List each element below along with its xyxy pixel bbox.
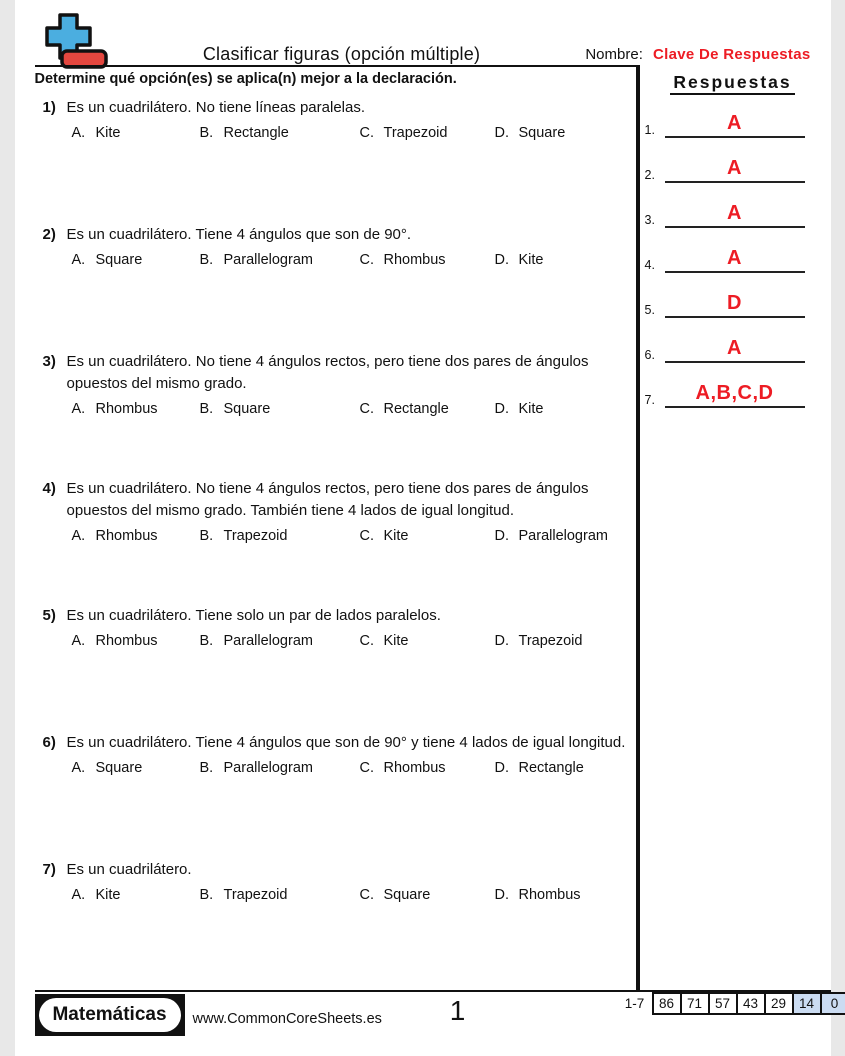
question-number: 4): [42, 480, 56, 497]
question-options: [72, 123, 629, 143]
option-a: A. Square: [71, 252, 143, 268]
brand-logo: [35, 994, 185, 1036]
answer-row-3: [643, 200, 811, 228]
question-text: Es un cuadrilátero. Tiene 4 ángulos que son de 90°.: [66, 226, 412, 243]
question-number: 5): [42, 607, 56, 624]
question-options: [72, 631, 629, 651]
option-b: B. Trapezoid: [199, 887, 288, 903]
score-cell-highlighted: 0: [820, 994, 845, 1013]
answer-line: A: [665, 202, 805, 228]
question-text: Es un cuadrilátero. No tiene líneas paralelas.: [66, 99, 366, 116]
answer-row-7: [643, 380, 811, 408]
answer-line: A: [665, 157, 805, 183]
option-b: B. Trapezoid: [199, 528, 288, 544]
question-7: [43, 859, 629, 905]
header-rule: [35, 65, 637, 67]
score-cell: 43: [736, 994, 764, 1013]
question-options: [72, 758, 629, 778]
question-number: 3): [42, 353, 56, 370]
answer-line: D: [665, 292, 805, 318]
answer-line: A,B,C,D: [665, 382, 805, 408]
option-d: D. Kite: [494, 401, 544, 417]
question-text: Es un cuadrilátero. Tiene solo un par de lados paralelos.: [66, 607, 441, 624]
option-c: C. Kite: [359, 633, 409, 649]
page-number: 1: [449, 995, 466, 1026]
question-text: Es un cuadrilátero. No tiene 4 ángulos rectos, pero tiene dos pares de ángulos opuestos del mismo grado.: [66, 353, 589, 392]
question-number: 1): [42, 99, 56, 116]
option-a: A. Rhombus: [71, 633, 158, 649]
option-a: A. Square: [71, 760, 143, 776]
website-text: www.CommonCoreSheets.es: [192, 1011, 382, 1027]
answer-row-6: [643, 335, 811, 363]
question-text: Es un cuadrilátero. Tiene 4 ángulos que son de 90° y tiene 4 lados de igual longitud.: [66, 734, 626, 751]
question-options: [72, 250, 629, 270]
option-d: D. Rhombus: [494, 887, 581, 903]
score-cell: 29: [764, 994, 792, 1013]
question-1: [43, 97, 629, 143]
question-5: [43, 605, 629, 651]
column-divider: [636, 65, 640, 990]
option-b: B. Rectangle: [199, 125, 289, 141]
option-c: C. Rhombus: [359, 760, 446, 776]
option-a: A. Kite: [71, 125, 121, 141]
answer-number: 7.: [644, 393, 655, 407]
option-d: D. Kite: [494, 252, 544, 268]
answer-line: A: [665, 247, 805, 273]
score-cell-highlighted: 14: [792, 994, 820, 1013]
option-c: C. Rhombus: [359, 252, 446, 268]
question-options: [72, 885, 629, 905]
question-number: 7): [42, 861, 56, 878]
name-value: Clave De Respuestas: [653, 46, 811, 63]
name-label: Nombre:: [585, 46, 643, 63]
score-cell: 57: [708, 994, 736, 1013]
score-range-label: 1-7: [624, 996, 645, 1011]
option-c: C. Rectangle: [359, 401, 449, 417]
answers-title: Respuestas: [655, 72, 811, 93]
page-title: Clasificar figuras (opción múltiple): [202, 44, 481, 64]
option-d: D. Trapezoid: [494, 633, 583, 649]
answer-number: 2.: [644, 168, 655, 182]
question-number: 2): [42, 226, 56, 243]
question-text: Es un cuadrilátero. No tiene 4 ángulos rectos, pero tiene dos pares de ángulos opuestos del mismo grado. También tiene 4 lados de igual longitud.: [66, 480, 589, 519]
answer-row-2: [643, 155, 811, 183]
name-row: [585, 46, 810, 63]
answer-number: 5.: [644, 303, 655, 317]
answer-number: 3.: [644, 213, 655, 227]
question-number: 6): [42, 734, 56, 751]
option-d: D. Square: [494, 125, 566, 141]
option-a: A. Rhombus: [71, 401, 158, 417]
answer-number: 1.: [644, 123, 655, 137]
answer-row-5: [643, 290, 811, 318]
answer-number: 6.: [644, 348, 655, 362]
question-text: Es un cuadrilátero.: [66, 861, 192, 878]
option-b: B. Parallelogram: [199, 252, 313, 268]
question-3: [43, 351, 629, 419]
answer-line: A: [665, 337, 805, 363]
answer-row-4: [643, 245, 811, 273]
answer-number: 4.: [644, 258, 655, 272]
option-c: C. Kite: [359, 528, 409, 544]
answer-line: A: [665, 112, 805, 138]
option-c: C. Trapezoid: [359, 125, 448, 141]
score-cell: 86: [654, 994, 680, 1013]
option-b: B. Parallelogram: [199, 760, 313, 776]
option-b: B. Parallelogram: [199, 633, 313, 649]
instruction-text: Determine qué opción(es) se aplica(n) mejor a la declaración.: [34, 71, 457, 87]
score-cell: 71: [680, 994, 708, 1013]
question-6: [43, 732, 629, 778]
option-c: C. Square: [359, 887, 431, 903]
question-options: [72, 526, 629, 546]
option-b: B. Square: [199, 401, 271, 417]
option-d: D. Parallelogram: [494, 528, 608, 544]
question-options: [72, 399, 629, 419]
brand-label: Matemáticas: [39, 998, 181, 1032]
question-4: [43, 478, 629, 546]
option-a: A. Kite: [71, 887, 121, 903]
question-2: [43, 224, 629, 270]
worksheet-page: [15, 0, 839, 1056]
answer-row-1: [643, 110, 811, 138]
option-d: D. Rectangle: [494, 760, 584, 776]
option-a: A. Rhombus: [71, 528, 158, 544]
score-table: [652, 992, 845, 1015]
